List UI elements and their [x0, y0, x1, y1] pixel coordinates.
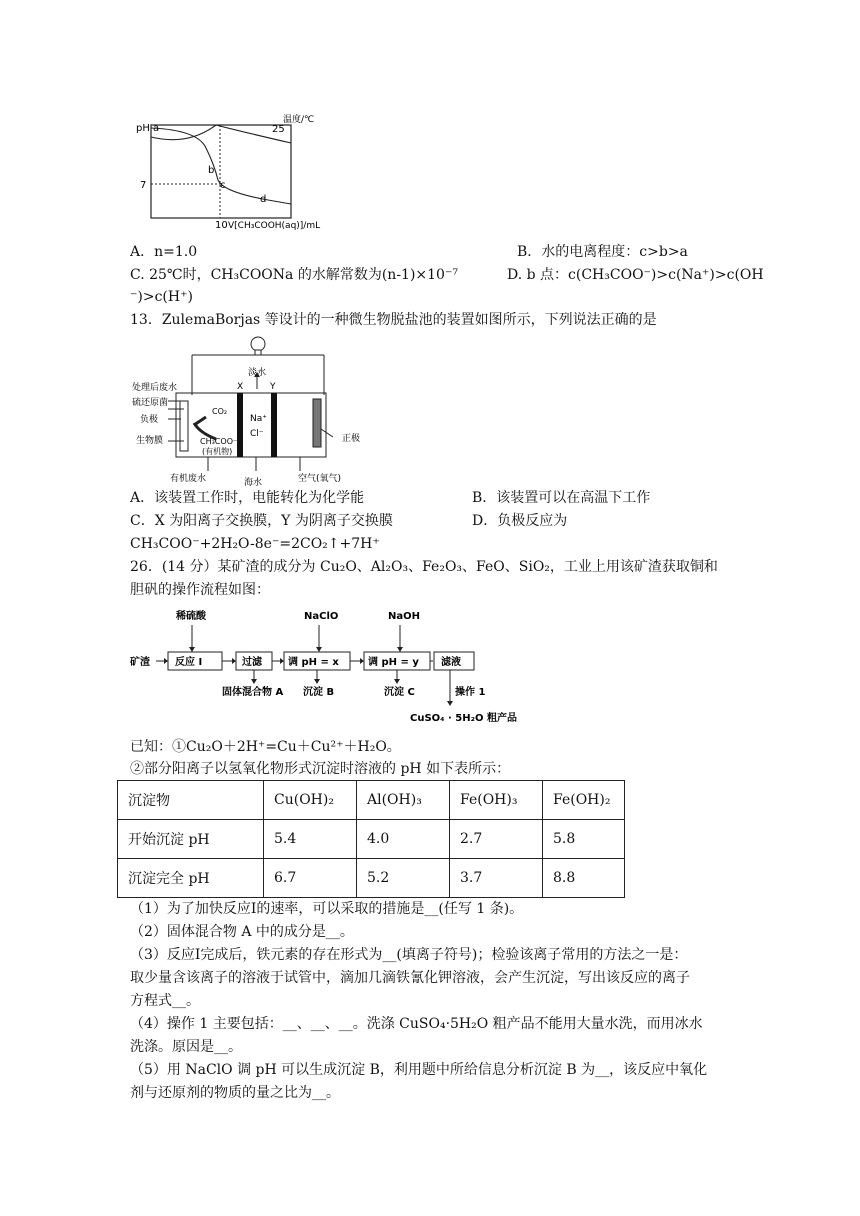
q13-option-b: B．该装置可以在高温下工作 — [472, 490, 651, 506]
table-cell: 6.7 — [264, 859, 357, 898]
q12-option-c: C. 25℃时，CH₃COONa 的水解常数为(n-1)×10⁻⁷ — [130, 267, 458, 283]
label-sulfur-bacteria: 硫还原菌 — [132, 398, 169, 408]
q13-option-d: D．负极反应为 — [472, 513, 568, 529]
q26-known-1: 已知：①Cu₂O＋2H⁺=Cu＋Cu²⁺＋H₂O。 — [130, 739, 401, 755]
label-treated-water: 处理后废水 — [132, 383, 178, 393]
q26-sub4-line1: （4）操作 1 主要包括：__、__、__。洗涤 CuSO₄·5H₂O 粗产品不能用大量水洗，而用冰水 — [130, 1016, 703, 1032]
flow-ppt-c-label: 沉淀 C — [384, 687, 415, 698]
label-sea-water: 海水 — [244, 478, 263, 488]
flow-filtrate-box: 滤液 — [441, 657, 461, 668]
flow-naoh-label: NaOH — [388, 611, 420, 622]
q26-known-2: ②部分阳离子以氢氧化物形式沉淀时溶液的 pH 如下表所示： — [130, 761, 511, 777]
label-sodium-ion: Na⁺ — [250, 414, 267, 424]
label-membrane-y: Y — [270, 382, 276, 392]
q26-sub3-line2: 取少量含该离子的溶液于试管中，滴加几滴铁氰化钾溶液，会产生沉淀，写出该反应的离子 — [130, 970, 690, 986]
table-cell: 8.8 — [543, 859, 625, 898]
table-header: Fe(OH)₃ — [450, 781, 543, 820]
label-air: 空气(氧气) — [298, 474, 342, 484]
desalination-cell-diagram — [128, 333, 388, 488]
table-cell: 3.7 — [450, 859, 543, 898]
label-co2: CO₂ — [212, 407, 228, 416]
table-header: Fe(OH)₂ — [543, 781, 625, 820]
table-header: 沉淀物 — [118, 781, 264, 820]
q26-sub1: （1）为了加快反应I的速率，可以采取的措施是__(任写 1 条)。 — [130, 901, 524, 917]
table-cell: 5.2 — [357, 859, 450, 898]
q13-option-a: A．该装置工作时，电能转化为化学能 — [130, 490, 365, 506]
x-axis-label: V[CH₃COOH(aq)]/mL — [228, 221, 321, 231]
flow-solid-a-label: 固体混合物 A — [222, 687, 284, 698]
q26-sub4-line2: 洗涤。原因是__。 — [130, 1039, 242, 1055]
q13-option-c: C．X 为阳离子交换膜，Y 为阴离子交换膜 — [130, 513, 393, 529]
q13-option-d-equation: CH₃COO⁻+2H₂O-8e⁻=2CO₂↑+7H⁺ — [130, 536, 380, 552]
label-organic-waste: 有机废水 — [170, 474, 207, 484]
label-negative-electrode: 负极 — [140, 415, 159, 425]
point-d-label: d — [260, 194, 267, 205]
table-row — [118, 820, 625, 859]
label-organic: (有机物) — [202, 447, 233, 456]
q26-stem-line1: 26．(14 分）某矿渣的成分为 Cu₂O、Al₂O₃、Fe₂O₃、FeO、SiO₂，工业上用该矿渣获取铜和 — [130, 559, 718, 575]
flow-reaction-box: 反应 I — [175, 657, 203, 668]
label-fresh-water: 淡水 — [248, 368, 267, 378]
light-bulb-icon — [251, 337, 265, 351]
point-a-label: a — [153, 123, 160, 134]
table-cell: 开始沉淀 pH — [118, 820, 264, 859]
table-header-row — [118, 781, 625, 820]
tick-10-label: 10 — [215, 220, 228, 231]
q12-option-a: A．n=1.0 — [130, 244, 198, 260]
q26-sub2: （2）固体混合物 A 中的成分是__。 — [130, 924, 354, 940]
table-cell: 5.4 — [264, 820, 357, 859]
flow-slag-label: 矿渣 — [130, 657, 150, 668]
q13-stem: 13．ZulemaBorjas 等设计的一种微生物脱盐池的装置如图所示，下列说法正确的是 — [130, 312, 657, 328]
flow-filter-box: 过滤 — [242, 657, 262, 668]
table-row — [118, 859, 625, 898]
q26-sub5-line1: （5）用 NaClO 调 pH 可以生成沉淀 B，利用题中所给信息分析沉淀 B 为__，该反应中氧化 — [130, 1062, 708, 1078]
label-positive-electrode: 正极 — [342, 434, 361, 444]
flow-ph-x-box: 调 pH = x — [288, 657, 339, 668]
table-cell: 沉淀完全 pH — [118, 859, 264, 898]
label-membrane-x: X — [237, 382, 244, 392]
precipitation-ph-table — [117, 780, 625, 898]
q26-sub3-line3: 方程式__。 — [130, 993, 200, 1009]
point-c-label: c — [220, 180, 226, 191]
process-flow-diagram — [128, 605, 528, 725]
flow-op1-label: 操作 1 — [455, 687, 486, 698]
q26-sub3-line1: （3）反应I完成后，铁元素的存在形式为__(填离子符号)；检验该离子常用的方法之一是： — [130, 947, 688, 963]
y-axis-right-label: 温度/℃ — [283, 115, 315, 125]
flow-ph-y-box: 调 pH = y — [368, 657, 419, 668]
q26-sub5-line2: 剂与还原剂的物质的量之比为__。 — [130, 1085, 340, 1101]
q12-option-b: B．水的电离程度：c>b>a — [517, 244, 688, 260]
q12-option-d-cont: ⁻)>c(H⁺) — [130, 289, 193, 305]
flow-ppt-b-label: 沉淀 B — [303, 687, 335, 698]
tick-25-label: 25 — [272, 124, 285, 135]
table-cell: 4.0 — [357, 820, 450, 859]
q12-option-d: D. b 点：c(CH₃COO⁻)>c(Na⁺)>c(OH — [507, 267, 764, 283]
flow-product-label: CuSO₄ · 5H₂O 粗产品 — [410, 713, 517, 724]
y-axis-left-label: pH — [136, 123, 150, 134]
table-cell: 5.8 — [543, 820, 625, 859]
table-header: Cu(OH)₂ — [264, 781, 357, 820]
label-acetate: CH₃COO⁻ — [200, 437, 238, 446]
label-chloride-ion: Cl⁻ — [250, 429, 264, 439]
titration-graph — [128, 112, 348, 232]
label-biofilm: 生物膜 — [136, 436, 164, 446]
tick-7-label: 7 — [140, 180, 147, 191]
point-b-label: b — [208, 165, 215, 176]
table-cell: 2.7 — [450, 820, 543, 859]
q26-stem-line2: 胆矾的操作流程如图： — [130, 582, 270, 598]
flow-naclo-label: NaClO — [304, 611, 339, 622]
flow-acid-label: 稀硫酸 — [176, 611, 206, 622]
table-header: Al(OH)₃ — [357, 781, 450, 820]
